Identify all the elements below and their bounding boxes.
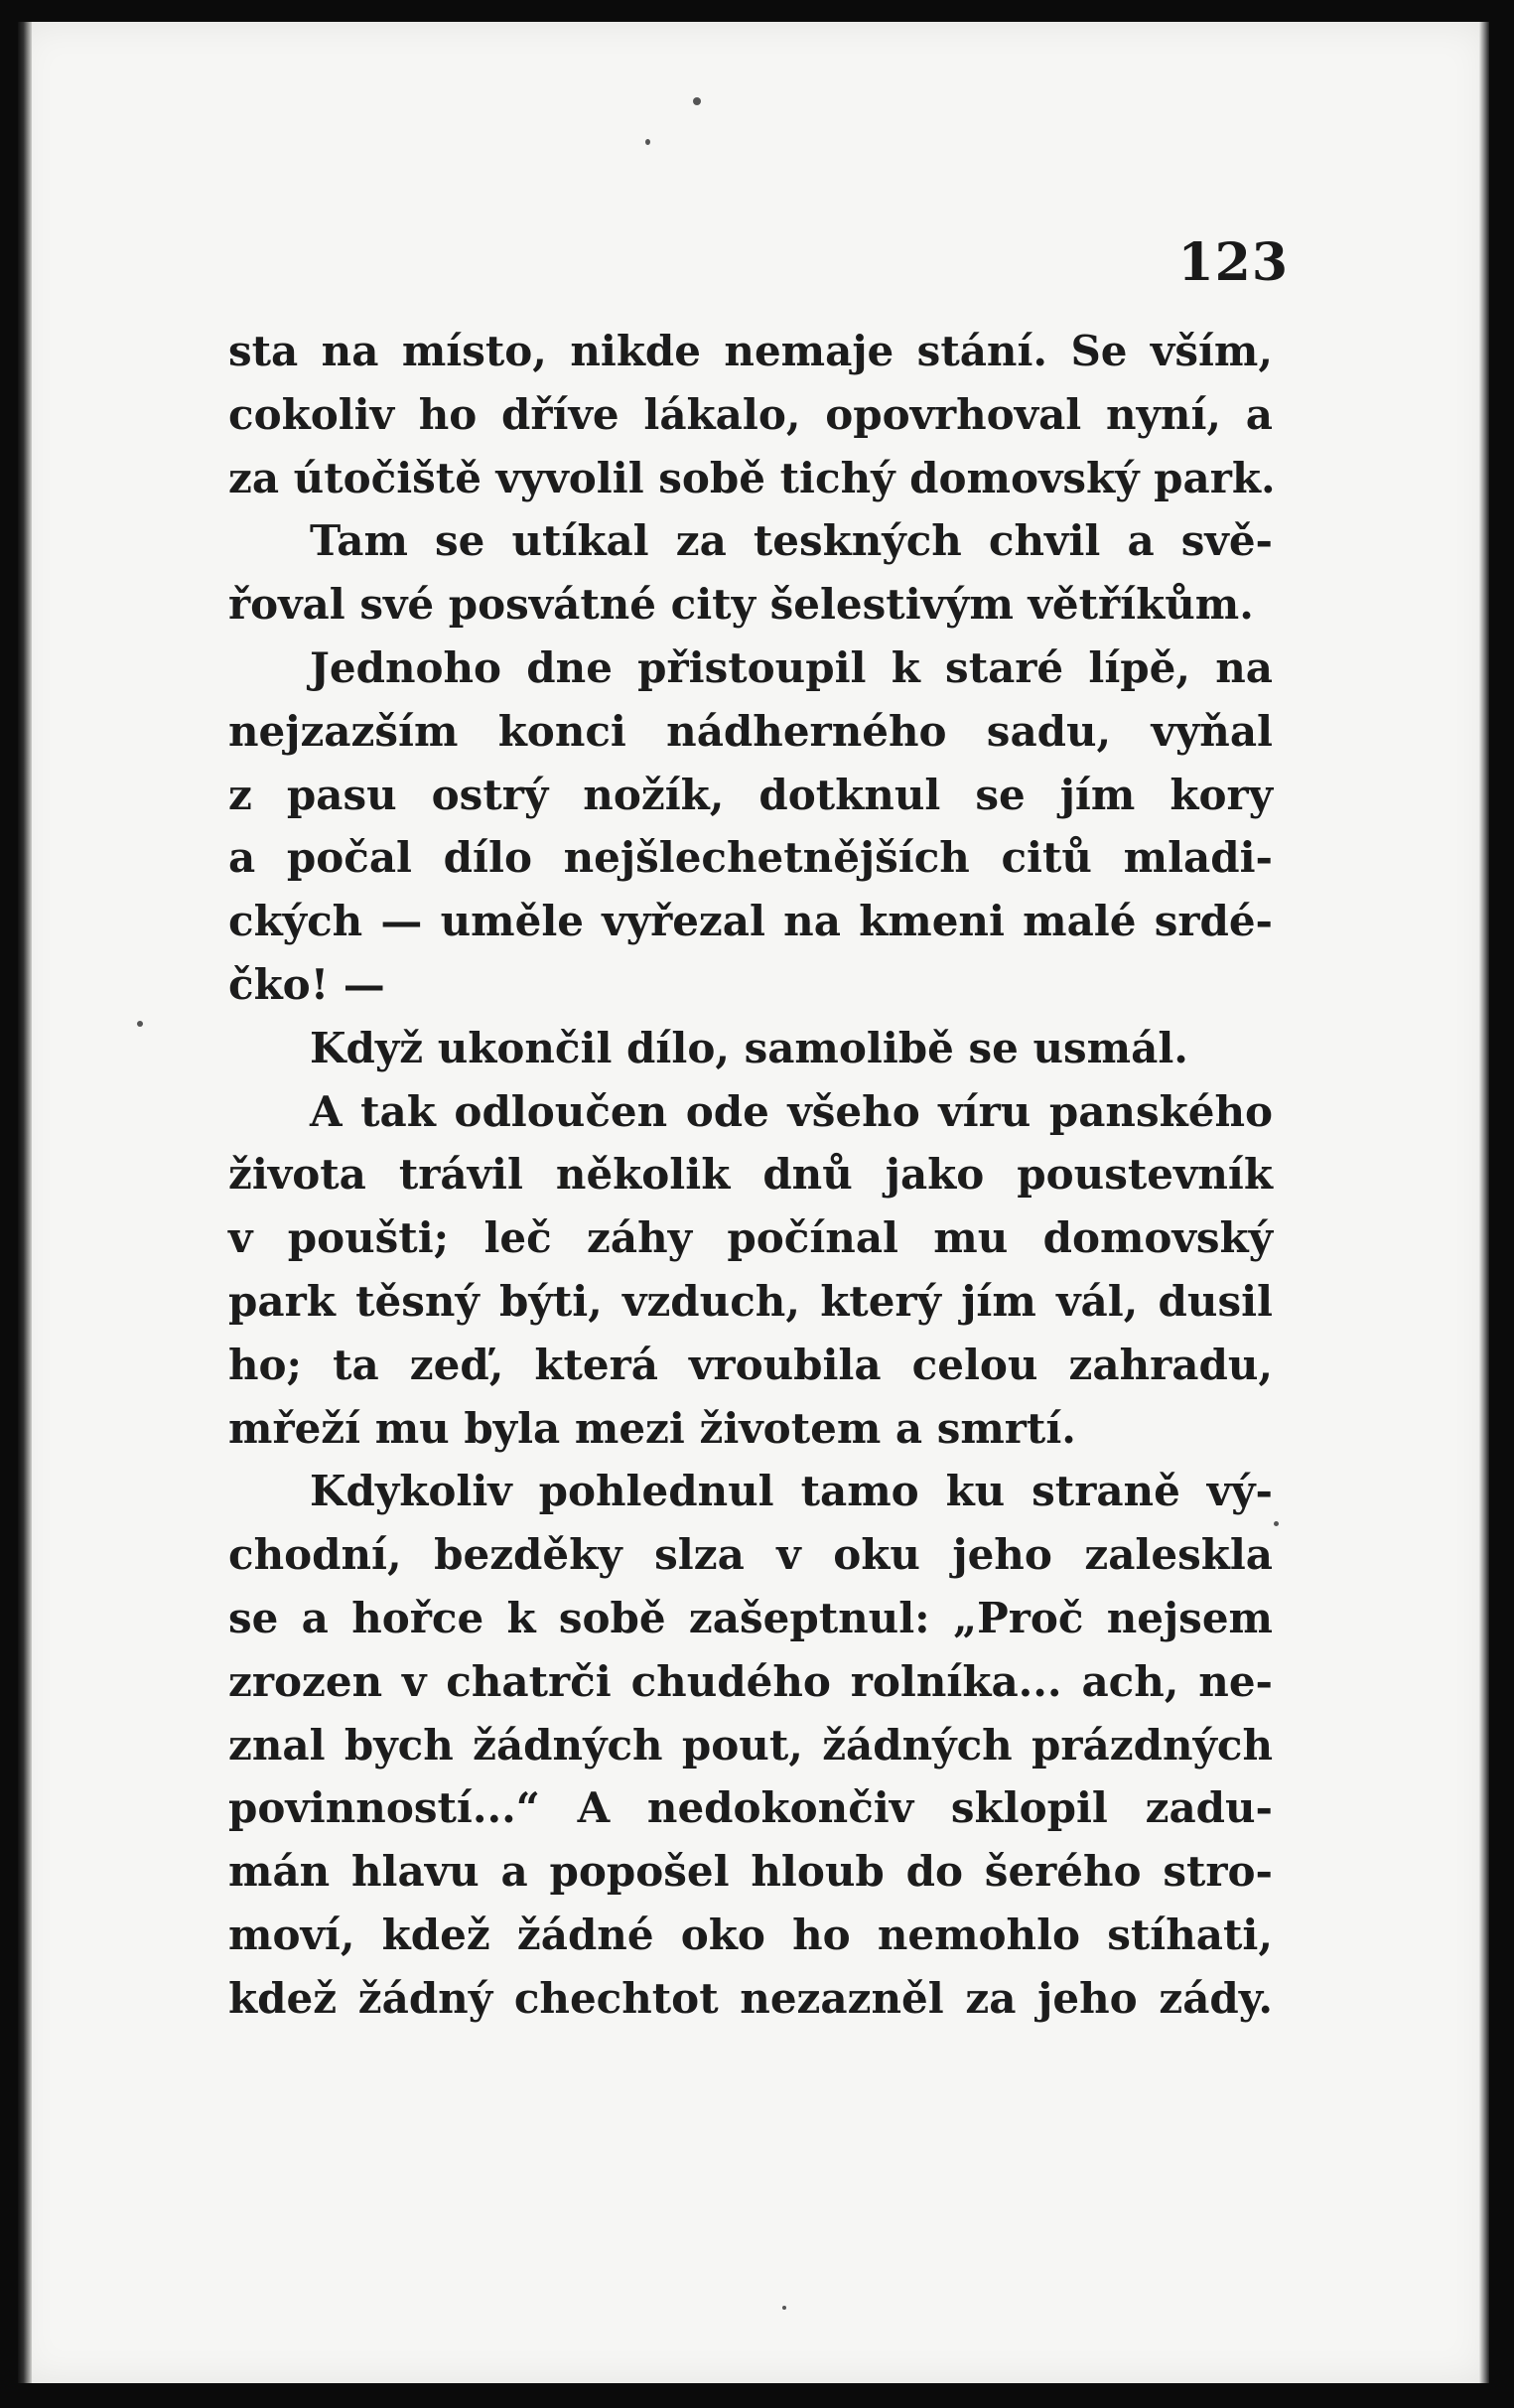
paper-speck [1274,1521,1279,1526]
text-line: kdež žádný chechtot nezazněl za jeho zády. [228,1973,1273,2023]
page-left-edge [18,22,32,2383]
text-line: ckých — uměle vyřezal na kmeni malé srdé- [228,897,1273,946]
text-line: sta na místo, nikde nemaje stání. Se vším, [228,327,1273,375]
text-line: Kdykoliv pohlednul tamo ku straně vý- [310,1467,1273,1516]
text-line: mřeží mu byla mezi životem a smrtí. [228,1403,1076,1453]
text-line: nejzazším konci nádherného sadu, vyňal [228,706,1273,756]
text-line: povinností...“ A nedokončiv sklopil zadu- [228,1783,1273,1833]
body-text [228,320,1276,2031]
text-line: zrozen v chatrči chudého rolníka... ach, ne- [228,1656,1273,1706]
page-number: 123 [1177,232,1289,293]
text-line: Když ukončil dílo, samolibě se usmál. [310,1023,1188,1072]
text-line: čko! — [228,959,385,1009]
paper-speck [782,2306,786,2310]
text-line: za útočiště vyvolil sobě tichý domovský park. [228,453,1276,502]
text-line: života trávil několik dnů jako poustevník [228,1150,1273,1200]
text-line: řoval své posvátné city šelestivým větříkům. [228,580,1254,630]
book-page [18,22,1489,2383]
text-line: moví, kdež žádné oko ho nemohlo stíhati, [228,1910,1273,1959]
text-line: Tam se utíkal za teskných chvil a svě- [310,516,1273,566]
text-line: a počal dílo nejšlechetnějších citů mladi- [228,833,1273,883]
paper-speck [645,139,650,145]
page-right-edge [1479,22,1489,2383]
text-line: A tak odloučen ode všeho víru panského [310,1086,1273,1136]
text-line: mán hlavu a popošel hloub do šerého stro- [228,1847,1273,1897]
text-line: park těsný býti, vzduch, který jím vál, dusil [228,1276,1273,1326]
text-line: ho; ta zeď, která vroubila celou zahradu, [228,1340,1273,1389]
text-line: znal bych žádných pout, žádných prázdných [228,1720,1273,1770]
paper-speck [693,97,701,105]
text-line: cokoliv ho dříve lákalo, opovrhoval nyní, a [228,389,1273,439]
text-line: z pasu ostrý nožík, dotknul se jím kory [228,770,1273,819]
paper-speck [137,1021,143,1027]
text-line: chodní, bezděky slza v oku jeho zaleskla [228,1530,1273,1580]
text-line: se a hořce k sobě zašeptnul: „Proč nejsem [228,1593,1273,1642]
text-line: Jednoho dne přistoupil k staré lípě, na [310,642,1273,692]
text-line: v poušti; leč záhy počínal mu domovský [228,1213,1273,1263]
